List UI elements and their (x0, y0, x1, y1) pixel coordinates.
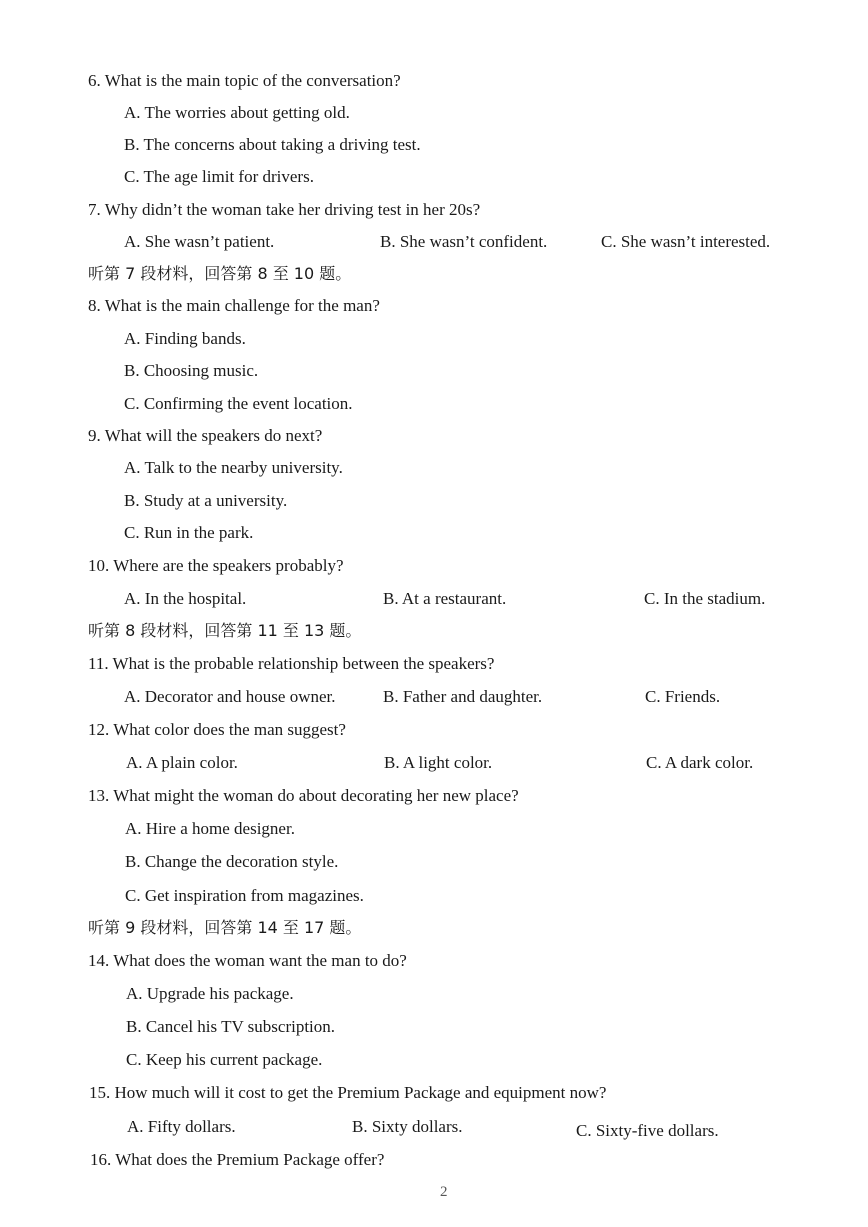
option-14a: A. Upgrade his package. (126, 984, 294, 1003)
option-8c: C. Confirming the event location. (124, 394, 353, 413)
section-heading-9: 听第 9 段材料，回答第 14 至 17 题。 (88, 918, 362, 937)
option-15a: A. Fifty dollars. (127, 1117, 236, 1136)
option-10a: A. In the hospital. (124, 589, 247, 608)
question-15: 15. How much will it cost to get the Premium Package and equipment now? (89, 1083, 607, 1102)
question-7: 7. Why didn’t the woman take her driving test in her 20s? (88, 200, 481, 219)
question-6: 6. What is the main topic of the conversation? (88, 71, 401, 90)
option-11c: C. Friends. (645, 687, 721, 706)
option-14b: B. Cancel his TV subscription. (126, 1017, 336, 1036)
option-12a: A. A plain color. (126, 753, 238, 772)
question-9: 9. What will the speakers do next? (88, 426, 323, 445)
option-7a: A. She wasn’t patient. (124, 232, 275, 251)
option-12b: B. A light color. (384, 753, 493, 772)
section-heading-8: 听第 8 段材料，回答第 11 至 13 题。 (88, 621, 362, 640)
option-13c: C. Get inspiration from magazines. (125, 886, 364, 905)
option-7b: B. She wasn’t confident. (380, 232, 548, 251)
option-14c: C. Keep his current package. (126, 1050, 323, 1069)
option-15c: C. Sixty-five dollars. (576, 1121, 719, 1140)
option-8a: A. Finding bands. (124, 329, 246, 348)
option-15b: B. Sixty dollars. (352, 1117, 463, 1136)
option-8b: B. Choosing music. (124, 361, 259, 380)
option-6a: A. The worries about getting old. (124, 103, 350, 122)
question-14: 14. What does the woman want the man to do? (88, 951, 407, 970)
question-8: 8. What is the main challenge for the man? (88, 296, 380, 315)
option-12c: C. A dark color. (646, 753, 754, 772)
option-7c: C. She wasn’t interested. (601, 232, 771, 251)
option-9c: C. Run in the park. (124, 523, 254, 542)
option-13a: A. Hire a home designer. (125, 819, 295, 838)
question-10: 10. Where are the speakers probably? (88, 556, 344, 575)
page-number: 2 (440, 1184, 448, 1200)
question-12: 12. What color does the man suggest? (88, 720, 346, 739)
option-6b: B. The concerns about taking a driving test. (124, 135, 421, 154)
question-13: 13. What might the woman do about decorating her new place? (88, 786, 519, 805)
option-11a: A. Decorator and house owner. (124, 687, 336, 706)
option-11b: B. Father and daughter. (383, 687, 543, 706)
question-16: 16. What does the Premium Package offer? (90, 1150, 385, 1169)
option-10b: B. At a restaurant. (383, 589, 507, 608)
section-heading-7: 听第 7 段材料，回答第 8 至 10 题。 (88, 264, 352, 283)
option-9a: A. Talk to the nearby university. (124, 458, 343, 477)
option-10c: C. In the stadium. (644, 589, 766, 608)
option-13b: B. Change the decoration style. (125, 852, 339, 871)
option-6c: C. The age limit for drivers. (124, 167, 314, 186)
question-11: 11. What is the probable relationship between the speakers? (88, 654, 495, 673)
option-9b: B. Study at a university. (124, 491, 288, 510)
